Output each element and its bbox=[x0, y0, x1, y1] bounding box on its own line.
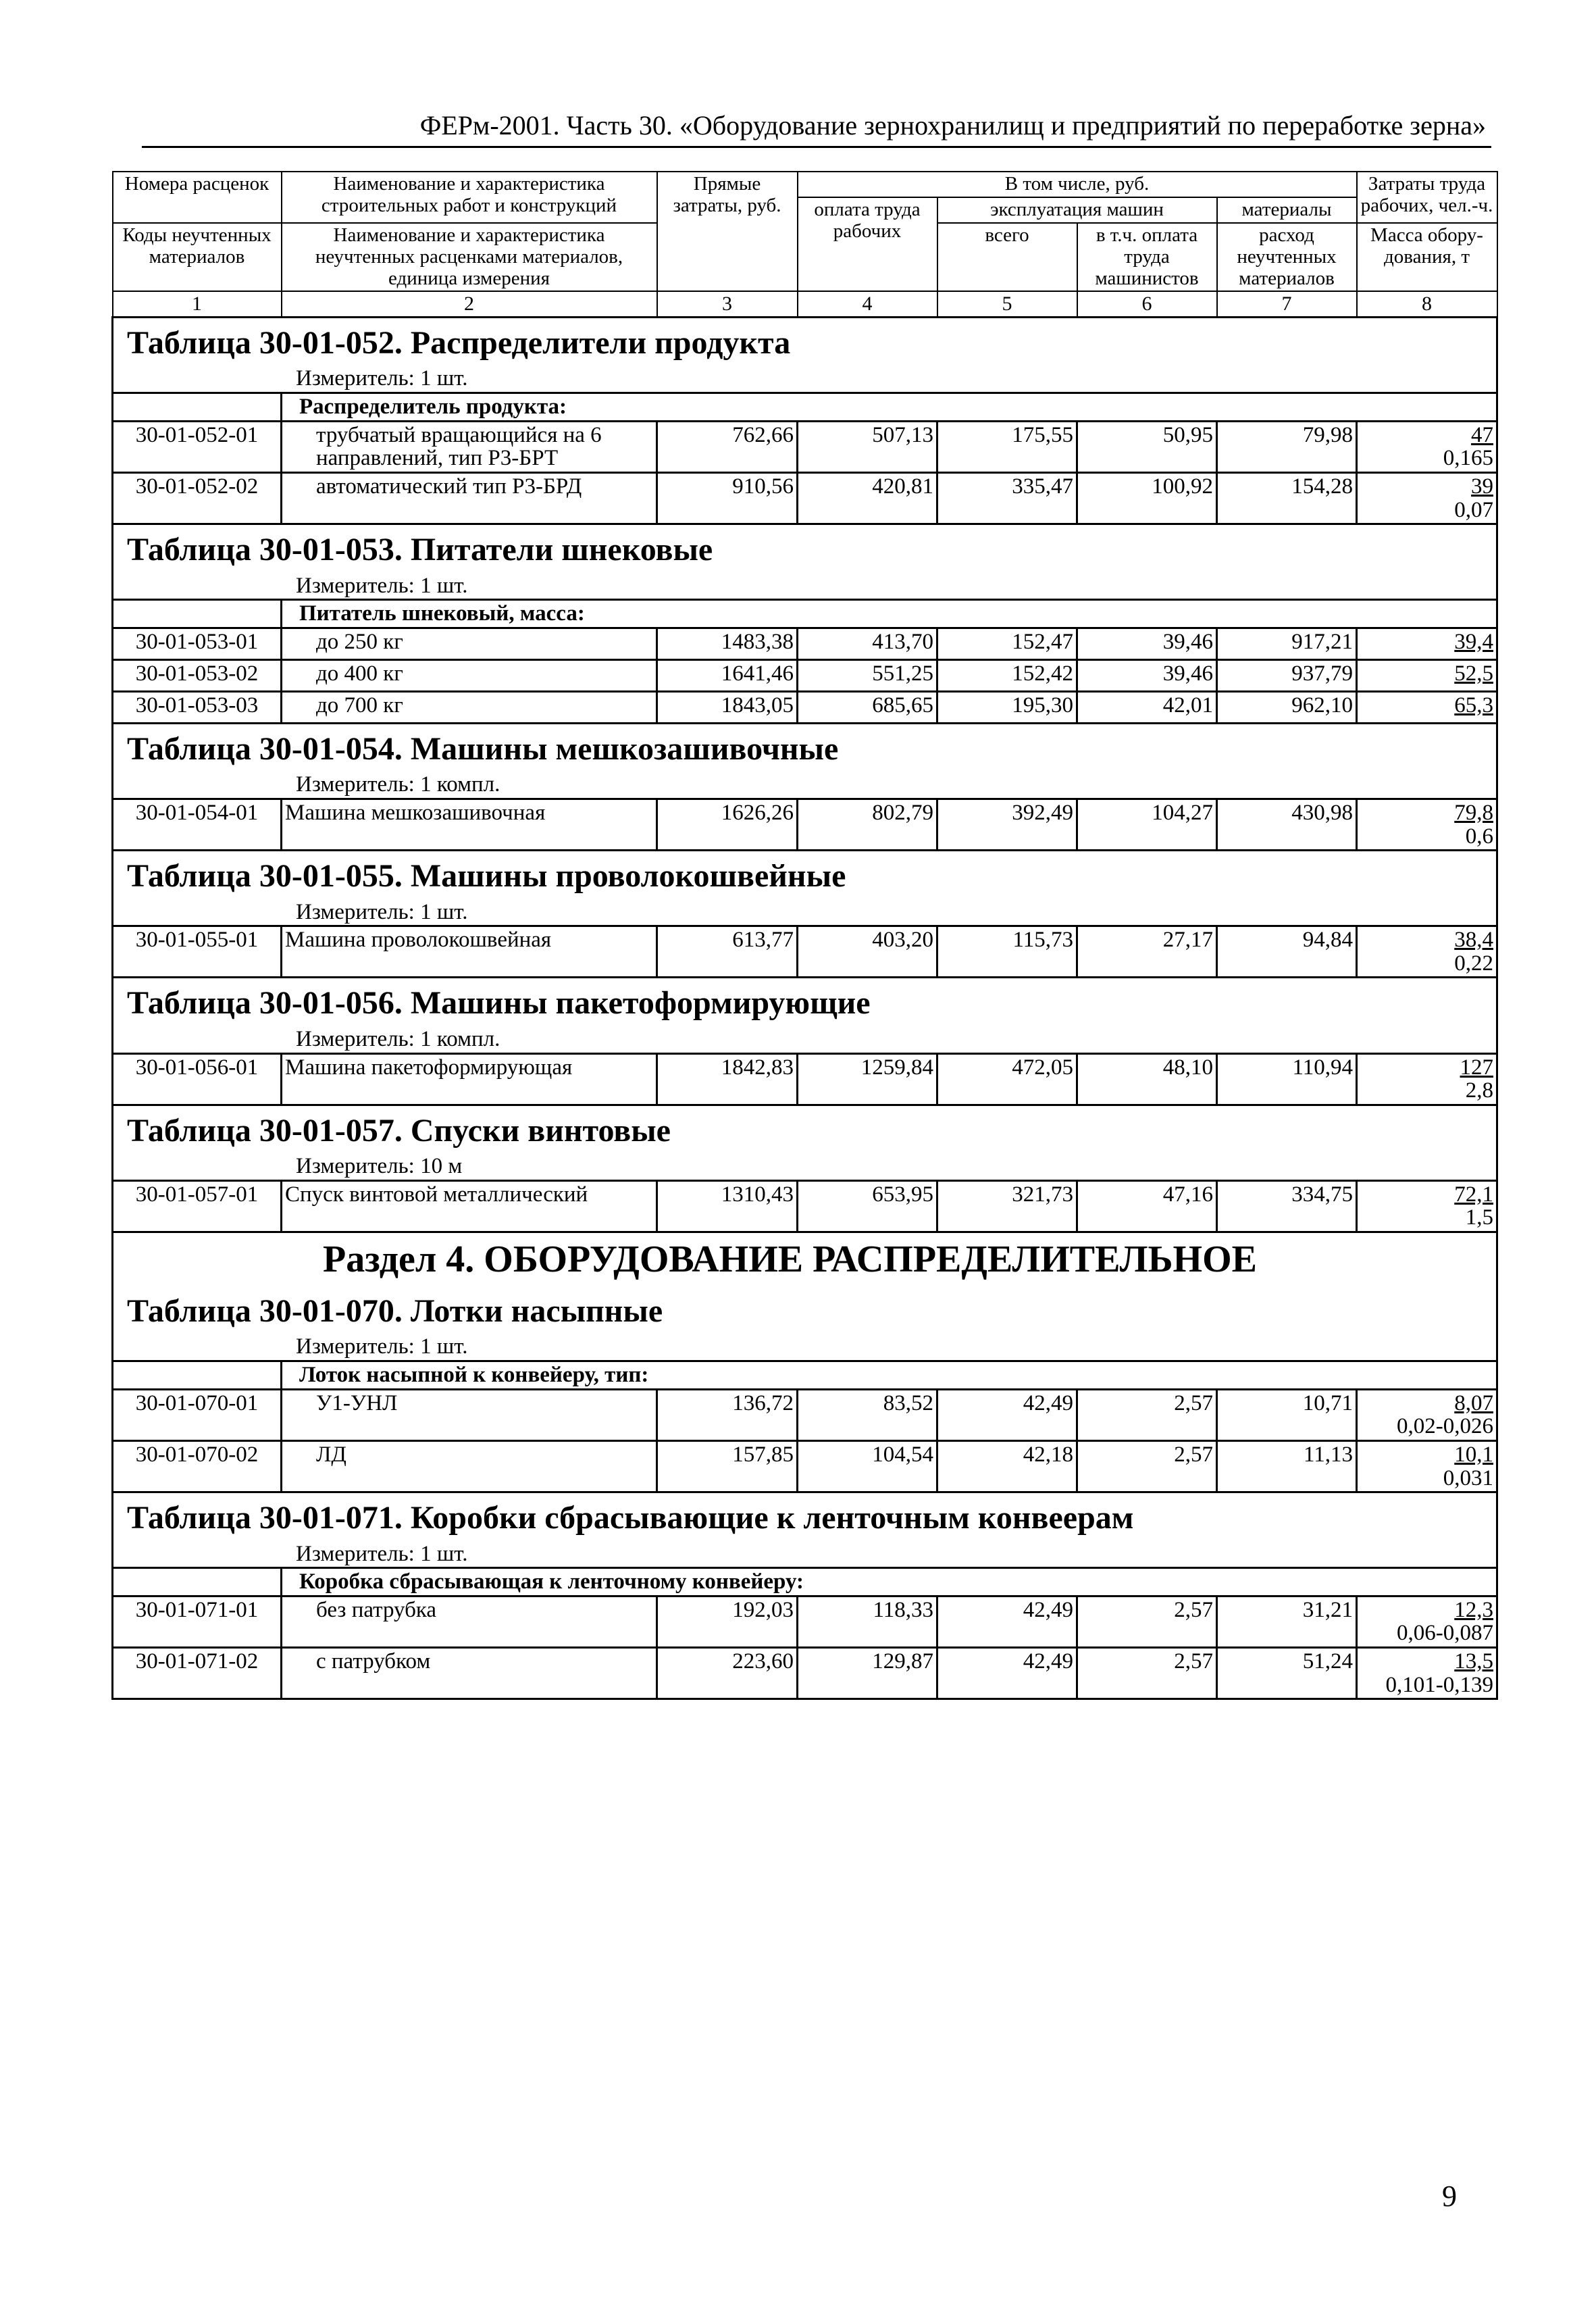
labor-mass-cell bbox=[1357, 1389, 1497, 1440]
table-row bbox=[113, 691, 1497, 723]
table-title: Таблица 30-01-052. Распределители продукта bbox=[113, 317, 1497, 366]
col1-bottom-header: Коды неучтенных материалов bbox=[113, 223, 282, 292]
value-direct: 910,56 bbox=[657, 472, 798, 524]
value-materials: 31,21 bbox=[1217, 1596, 1357, 1647]
labor-hours: 12,3 bbox=[1454, 1597, 1493, 1622]
col2-bottom-header: Наименование и характеристика неучтенных расценками материалов, единица измерения bbox=[282, 223, 657, 292]
value-mach-total: 42,49 bbox=[937, 1648, 1077, 1699]
table-title-row bbox=[113, 1105, 1497, 1153]
labor-hours: 52,5 bbox=[1454, 661, 1493, 686]
value-materials: 430,98 bbox=[1217, 799, 1357, 850]
meter-row bbox=[113, 1334, 1497, 1361]
rate-name: до 700 кг bbox=[282, 691, 657, 723]
page-number: 9 bbox=[1442, 2180, 1457, 2213]
rate-name: Машина мешкозашивочная bbox=[282, 799, 657, 850]
value-direct: 157,85 bbox=[657, 1440, 798, 1492]
table-row bbox=[113, 926, 1497, 978]
rate-code: 30-01-055-01 bbox=[113, 926, 282, 978]
labor-mass-cell bbox=[1357, 691, 1497, 723]
header-rule bbox=[142, 146, 1491, 148]
value-materials: 917,21 bbox=[1217, 628, 1357, 659]
labor-hours: 47 bbox=[1471, 422, 1493, 447]
col5-header: всего bbox=[937, 223, 1077, 292]
table-title: Таблица 30-01-053. Питатели шнековые bbox=[113, 524, 1497, 573]
table-row bbox=[113, 799, 1497, 850]
meter-row bbox=[113, 1541, 1497, 1568]
col4-header: оплата труда рабочих bbox=[798, 197, 937, 292]
labor-mass-cell bbox=[1357, 659, 1497, 691]
labor-hours: 39,4 bbox=[1454, 629, 1493, 654]
value-mach-pay: 39,46 bbox=[1077, 659, 1217, 691]
col3-header: Прямые затраты, руб. bbox=[657, 172, 798, 291]
value-mach-pay: 27,17 bbox=[1077, 926, 1217, 978]
equipment-mass: 0,165 bbox=[1443, 446, 1493, 471]
value-mach-total: 472,05 bbox=[937, 1053, 1077, 1105]
col-index: 5 bbox=[937, 291, 1077, 317]
value-direct: 136,72 bbox=[657, 1389, 798, 1440]
rate-name: Машина пакетоформирующая bbox=[282, 1053, 657, 1105]
col-index: 4 bbox=[798, 291, 937, 317]
meter-label: Измеритель: 1 компл. bbox=[113, 1026, 1497, 1053]
rate-code: 30-01-052-02 bbox=[113, 472, 282, 524]
group-label: Питатель шнековый, масса: bbox=[282, 600, 1497, 628]
value-labor-pay: 118,33 bbox=[798, 1596, 937, 1647]
equipment-mass: 0,031 bbox=[1443, 1465, 1493, 1490]
col-index: 8 bbox=[1357, 291, 1497, 317]
labor-mass-cell bbox=[1357, 421, 1497, 472]
rate-name: до 400 кг bbox=[282, 659, 657, 691]
rate-name: без патрубка bbox=[282, 1596, 657, 1647]
meter-row bbox=[113, 366, 1497, 393]
equipment-mass: 0,07 bbox=[1454, 497, 1493, 522]
column-index-row bbox=[113, 291, 1497, 317]
table-row bbox=[113, 421, 1497, 472]
value-mach-total: 392,49 bbox=[937, 799, 1077, 850]
table-title-row bbox=[113, 1492, 1497, 1541]
value-mach-total: 152,47 bbox=[937, 628, 1077, 659]
section-row bbox=[113, 1232, 1497, 1286]
group-label: Коробка сбрасывающая к ленточному конвейеру: bbox=[282, 1568, 1497, 1596]
running-header: ФЕРм-2001. Часть 30. «Оборудование зернохранилищ и предприятий по переработке зерна» bbox=[419, 110, 1486, 141]
meter-label: Измеритель: 1 шт. bbox=[113, 366, 1497, 393]
table-row bbox=[113, 1389, 1497, 1440]
value-materials: 11,13 bbox=[1217, 1440, 1357, 1492]
value-mach-total: 175,55 bbox=[937, 421, 1077, 472]
table-row bbox=[113, 1648, 1497, 1699]
value-direct: 223,60 bbox=[657, 1648, 798, 1699]
equipment-mass: 1,5 bbox=[1465, 1205, 1493, 1230]
rate-name: Машина проволокошвейная bbox=[282, 926, 657, 978]
table-title: Таблица 30-01-056. Машины пакетоформирующие bbox=[113, 978, 1497, 1026]
group-row bbox=[113, 1361, 1497, 1389]
table-title: Таблица 30-01-055. Машины проволокошвейные bbox=[113, 851, 1497, 899]
rate-name: с патрубком bbox=[282, 1648, 657, 1699]
table-row bbox=[113, 1053, 1497, 1105]
rate-code: 30-01-057-01 bbox=[113, 1180, 282, 1232]
value-direct: 192,03 bbox=[657, 1596, 798, 1647]
value-mach-pay: 50,95 bbox=[1077, 421, 1217, 472]
table-title-row bbox=[113, 317, 1497, 366]
group-row bbox=[113, 1568, 1497, 1596]
labor-mass-cell bbox=[1357, 1053, 1497, 1105]
col6-header: в т.ч. оплата труда машинистов bbox=[1077, 223, 1217, 292]
col-index: 7 bbox=[1217, 291, 1357, 317]
labor-hours: 13,5 bbox=[1454, 1649, 1493, 1674]
rate-code: 30-01-053-02 bbox=[113, 659, 282, 691]
rate-name: до 250 кг bbox=[282, 628, 657, 659]
value-direct: 1842,83 bbox=[657, 1053, 798, 1105]
value-mach-pay: 39,46 bbox=[1077, 628, 1217, 659]
meter-label: Измеритель: 1 компл. bbox=[113, 772, 1497, 799]
value-direct: 1843,05 bbox=[657, 691, 798, 723]
meter-row bbox=[113, 899, 1497, 926]
rates-table bbox=[111, 171, 1498, 1700]
value-labor-pay: 685,65 bbox=[798, 691, 937, 723]
value-mach-total: 152,42 bbox=[937, 659, 1077, 691]
meter-label: Измеритель: 1 шт. bbox=[113, 573, 1497, 600]
rate-code: 30-01-053-01 bbox=[113, 628, 282, 659]
value-mach-pay: 104,27 bbox=[1077, 799, 1217, 850]
value-mach-total: 321,73 bbox=[937, 1180, 1077, 1232]
labor-hours: 8,07 bbox=[1454, 1390, 1493, 1415]
value-mach-total: 42,49 bbox=[937, 1596, 1077, 1647]
meter-label: Измеритель: 1 шт. bbox=[113, 1541, 1497, 1568]
equipment-mass: 0,02-0,026 bbox=[1397, 1414, 1493, 1439]
value-materials: 154,28 bbox=[1217, 472, 1357, 524]
value-labor-pay: 403,20 bbox=[798, 926, 937, 978]
rate-name: Спуск винтовой металлический bbox=[282, 1180, 657, 1232]
value-direct: 1641,46 bbox=[657, 659, 798, 691]
labor-hours: 127 bbox=[1460, 1055, 1493, 1080]
table-title-row bbox=[113, 524, 1497, 573]
value-mach-total: 335,47 bbox=[937, 472, 1077, 524]
rate-code: 30-01-071-02 bbox=[113, 1648, 282, 1699]
value-direct: 762,66 bbox=[657, 421, 798, 472]
labor-hours: 79,8 bbox=[1454, 800, 1493, 825]
value-mach-pay: 2,57 bbox=[1077, 1440, 1217, 1492]
table-title-row bbox=[113, 723, 1497, 772]
col1-top-header: Номера расценок bbox=[113, 172, 282, 223]
labor-hours: 39 bbox=[1471, 474, 1493, 499]
rate-name: У1-УНЛ bbox=[282, 1389, 657, 1440]
rate-code: 30-01-070-01 bbox=[113, 1389, 282, 1440]
col7-header: расход неучтенных материалов bbox=[1217, 223, 1357, 292]
value-materials: 79,98 bbox=[1217, 421, 1357, 472]
value-direct: 1483,38 bbox=[657, 628, 798, 659]
group-empty-cell bbox=[113, 1568, 282, 1596]
value-mach-pay: 48,10 bbox=[1077, 1053, 1217, 1105]
value-mach-pay: 47,16 bbox=[1077, 1180, 1217, 1232]
header-row-1 bbox=[113, 172, 1497, 197]
col-index: 3 bbox=[657, 291, 798, 317]
labor-mass-cell bbox=[1357, 926, 1497, 978]
machines-header: эксплуатация машин bbox=[937, 197, 1217, 223]
group-row bbox=[113, 393, 1497, 421]
table-title: Таблица 30-01-054. Машины мешкозашивочные bbox=[113, 723, 1497, 772]
table-title: Таблица 30-01-070. Лотки насыпные bbox=[113, 1286, 1497, 1334]
equipment-mass: 2,8 bbox=[1465, 1078, 1493, 1103]
value-materials: 51,24 bbox=[1217, 1648, 1357, 1699]
group-empty-cell bbox=[113, 600, 282, 628]
equipment-mass: 0,06-0,087 bbox=[1397, 1621, 1493, 1646]
table-row bbox=[113, 1596, 1497, 1647]
section-title: Раздел 4. ОБОРУДОВАНИЕ РАСПРЕДЕЛИТЕЛЬНОЕ bbox=[113, 1232, 1497, 1286]
value-labor-pay: 551,25 bbox=[798, 659, 937, 691]
value-labor-pay: 129,87 bbox=[798, 1648, 937, 1699]
rate-code: 30-01-052-01 bbox=[113, 421, 282, 472]
col-index: 6 bbox=[1077, 291, 1217, 317]
labor-hours: 65,3 bbox=[1454, 693, 1493, 718]
meter-label: Измеритель: 10 м bbox=[113, 1153, 1497, 1180]
table-row bbox=[113, 628, 1497, 659]
rate-name: автоматический тип Р3-БРД bbox=[282, 472, 657, 524]
meter-row bbox=[113, 1153, 1497, 1180]
equipment-mass: 0,6 bbox=[1465, 824, 1493, 849]
labor-hours: 10,1 bbox=[1454, 1442, 1493, 1467]
rate-code: 30-01-056-01 bbox=[113, 1053, 282, 1105]
group-row bbox=[113, 600, 1497, 628]
value-materials: 937,79 bbox=[1217, 659, 1357, 691]
equipment-mass: 0,22 bbox=[1454, 951, 1493, 976]
table-row bbox=[113, 1180, 1497, 1232]
labor-hours: 72,1 bbox=[1454, 1182, 1493, 1207]
table-title-row bbox=[113, 851, 1497, 899]
value-direct: 613,77 bbox=[657, 926, 798, 978]
rate-code: 30-01-053-03 bbox=[113, 691, 282, 723]
value-materials: 110,94 bbox=[1217, 1053, 1357, 1105]
col2-top-header: Наименование и характеристика строительных работ и конструкций bbox=[282, 172, 657, 223]
meter-label: Измеритель: 1 шт. bbox=[113, 1334, 1497, 1361]
labor-mass-cell bbox=[1357, 1648, 1497, 1699]
value-labor-pay: 413,70 bbox=[798, 628, 937, 659]
rate-code: 30-01-071-01 bbox=[113, 1596, 282, 1647]
group-label: Лоток насыпной к конвейеру, тип: bbox=[282, 1361, 1497, 1389]
col-index: 1 bbox=[113, 291, 282, 317]
table-title: Таблица 30-01-057. Спуски винтовые bbox=[113, 1105, 1497, 1153]
value-materials: 10,71 bbox=[1217, 1389, 1357, 1440]
group-empty-cell bbox=[113, 1361, 282, 1389]
value-mach-pay: 2,57 bbox=[1077, 1596, 1217, 1647]
value-labor-pay: 1259,84 bbox=[798, 1053, 937, 1105]
value-materials: 94,84 bbox=[1217, 926, 1357, 978]
value-labor-pay: 420,81 bbox=[798, 472, 937, 524]
table-row bbox=[113, 472, 1497, 524]
labor-mass-cell bbox=[1357, 1596, 1497, 1647]
labor-mass-cell bbox=[1357, 472, 1497, 524]
value-mach-pay: 42,01 bbox=[1077, 691, 1217, 723]
value-mach-pay: 100,92 bbox=[1077, 472, 1217, 524]
table-title-row bbox=[113, 978, 1497, 1026]
value-mach-pay: 2,57 bbox=[1077, 1389, 1217, 1440]
value-mach-total: 195,30 bbox=[937, 691, 1077, 723]
value-direct: 1626,26 bbox=[657, 799, 798, 850]
table-title-row bbox=[113, 1286, 1497, 1334]
group-empty-cell bbox=[113, 393, 282, 421]
labor-mass-cell bbox=[1357, 799, 1497, 850]
rate-name: трубчатый вращающийся на 6 направлений, тип Р3-БРТ bbox=[282, 421, 657, 472]
value-labor-pay: 507,13 bbox=[798, 421, 937, 472]
meter-row bbox=[113, 772, 1497, 799]
group-label: Распределитель продукта: bbox=[282, 393, 1497, 421]
value-labor-pay: 653,95 bbox=[798, 1180, 937, 1232]
meter-row bbox=[113, 1026, 1497, 1053]
value-mach-pay: 2,57 bbox=[1077, 1648, 1217, 1699]
col-index: 2 bbox=[282, 291, 657, 317]
value-labor-pay: 83,52 bbox=[798, 1389, 937, 1440]
rates-table-body bbox=[113, 172, 1497, 1699]
rate-code: 30-01-054-01 bbox=[113, 799, 282, 850]
labor-mass-cell bbox=[1357, 1180, 1497, 1232]
value-labor-pay: 104,54 bbox=[798, 1440, 937, 1492]
col8-top-header: Затраты труда рабочих, чел.-ч. bbox=[1357, 172, 1497, 223]
meter-label: Измеритель: 1 шт. bbox=[113, 899, 1497, 926]
value-mach-total: 42,49 bbox=[937, 1389, 1077, 1440]
col8-bottom-header: Масса обору-дования, т bbox=[1357, 223, 1497, 292]
rate-code: 30-01-070-02 bbox=[113, 1440, 282, 1492]
labor-mass-cell bbox=[1357, 1440, 1497, 1492]
labor-mass-cell bbox=[1357, 628, 1497, 659]
value-materials: 962,10 bbox=[1217, 691, 1357, 723]
including-header: В том числе, руб. bbox=[798, 172, 1357, 197]
value-mach-total: 42,18 bbox=[937, 1440, 1077, 1492]
table-row bbox=[113, 659, 1497, 691]
labor-hours: 38,4 bbox=[1454, 928, 1493, 953]
equipment-mass: 0,101-0,139 bbox=[1385, 1672, 1493, 1697]
meter-row bbox=[113, 573, 1497, 600]
table-title: Таблица 30-01-071. Коробки сбрасывающие к ленточным конвеерам bbox=[113, 1492, 1497, 1541]
rate-name: ЛД bbox=[282, 1440, 657, 1492]
value-materials: 334,75 bbox=[1217, 1180, 1357, 1232]
materials-header: материалы bbox=[1217, 197, 1357, 223]
value-mach-total: 115,73 bbox=[937, 926, 1077, 978]
value-labor-pay: 802,79 bbox=[798, 799, 937, 850]
value-direct: 1310,43 bbox=[657, 1180, 798, 1232]
table-row bbox=[113, 1440, 1497, 1492]
